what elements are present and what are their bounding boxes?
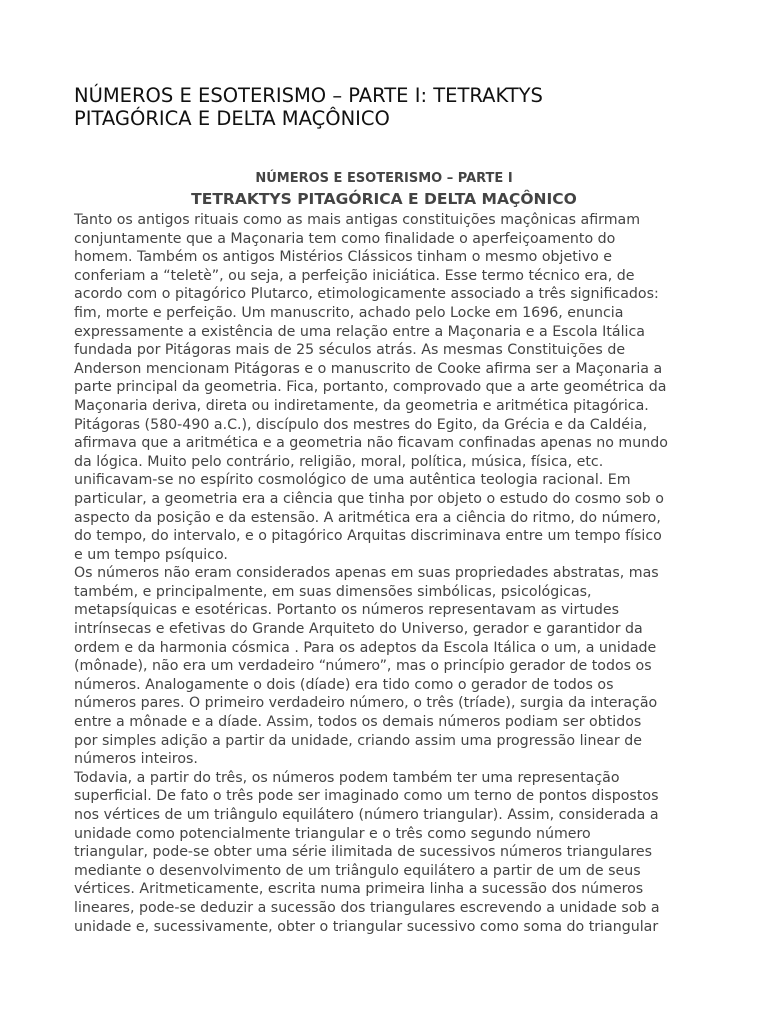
- text-line: Pitágoras (580-490 a.C.), discípulo dos mestres do Egito, da Grécia e da Caldéia,: [74, 416, 648, 433]
- text-line: particular, a geometria era a ciência que tinha por objeto o estudo do cosmo sob o: [74, 490, 664, 507]
- text-line: expressamente a existência de uma relação entre a Maçonaria e a Escola Itálica: [74, 323, 645, 340]
- text-line: afirmava que a aritmética e a geometria não ficavam confinadas apenas no mundo: [74, 435, 668, 452]
- body-text: [74, 211, 694, 936]
- text-line: acordo com o pitagórico Plutarco, etimologicamente associado a três significados:: [74, 286, 659, 303]
- text-line: intrínsecas e efetivas do Grande Arquiteto do Universo, gerador e garantidor da: [74, 621, 643, 638]
- text-line: entre a mônade e a díade. Assim, todos os demais números podiam ser obtidos: [74, 714, 642, 731]
- text-line: por simples adição a partir da unidade, criando assim uma progressão linear de: [74, 732, 642, 749]
- text-line: conferiam a “teletè”, ou seja, a perfeição iniciática. Esse termo técnico era, de: [74, 267, 635, 284]
- body-paragraph: [74, 769, 694, 936]
- text-line: números inteiros.: [74, 751, 198, 768]
- text-line: unidade como potencialmente triangular e o três como segundo número: [74, 825, 591, 842]
- text-line: lineares, pode-se deduzir a sucessão dos triangulares escrevendo a unidade sob a: [74, 899, 660, 916]
- text-line: ordem e da harmonia cósmica . Para os adeptos da Escola Itálica o um, a unidade: [74, 639, 657, 656]
- text-line: mediante o desenvolvimento de um triângulo equilátero a partir de um de seus: [74, 862, 641, 879]
- document-title: [74, 84, 694, 130]
- section-sub-heading: NÚMEROS E ESOTERISMO – PARTE I: [255, 171, 513, 186]
- text-line: do tempo, do intervalo, e o pitagórico Arquitas discriminava entre um tempo físico: [74, 528, 662, 545]
- text-line: e um tempo psíquico.: [74, 546, 228, 563]
- text-line: triangular, pode-se obter uma série ilimitada de sucessivos números triangulares: [74, 844, 652, 861]
- text-line: conjuntamente que a Maçonaria tem como finalidade o aperfeiçoamento do: [74, 230, 616, 247]
- text-line: fim, morte e perfeição. Um manuscrito, achado pelo Locke em 1696, enuncia: [74, 304, 624, 321]
- document-title-line-1: NÚMEROS E ESOTERISMO – PARTE I: TETRAKTYS: [74, 84, 543, 107]
- text-line: (mônade), não era um verdadeiro “número”, mas o princípio gerador de todos os: [74, 658, 652, 675]
- text-line: metapsíquicas e esotéricas. Portanto os números representavam as virtudes: [74, 602, 620, 619]
- text-line: números. Analogamente o dois (díade) era tido como o gerador de todos os: [74, 676, 614, 693]
- text-line: unificavam-se no espírito cosmológico de uma autêntica teologia racional. Em: [74, 472, 631, 489]
- text-line: números pares. O primeiro verdadeiro número, o três (tríade), surgia da interação: [74, 695, 658, 712]
- document-title-line-2: PITAGÓRICA E DELTA MAÇÔNICO: [74, 107, 390, 130]
- text-line: Todavia, a partir do três, os números podem também ter uma representação: [74, 769, 620, 786]
- text-line: também, e principalmente, em suas dimensões simbólicas, psicológicas,: [74, 583, 592, 600]
- text-line: superficial. De fato o três pode ser imaginado como um terno de pontos dispostos: [74, 788, 659, 805]
- text-line: homem. Também os antigos Mistérios Clássicos tinham o mesmo objetivo e: [74, 249, 613, 266]
- text-line: Os números não eram considerados apenas em suas propriedades abstratas, mas: [74, 565, 659, 582]
- text-line: fundada por Pitágoras mais de 25 séculos atrás. As mesmas Constituições de: [74, 342, 626, 359]
- text-line: nos vértices de um triângulo equilátero (número triangular). Assim, considerada a: [74, 807, 659, 823]
- text-line: aspecto da posição e da estensão. A aritmética era a ciência do ritmo, do número,: [74, 509, 661, 526]
- section-main-heading: TETRAKTYS PITAGÓRICA E DELTA MAÇÔNICO: [191, 190, 577, 208]
- body-paragraph: [74, 564, 694, 769]
- text-line: Anderson mencionam Pitágoras e o manuscrito de Cooke afirma ser a Maçonaria a: [74, 360, 663, 377]
- text-line: unidade e, sucessivamente, obter o triangular sucessivo como soma do triangular: [74, 918, 659, 935]
- body-paragraph: [74, 211, 694, 564]
- text-line: da lógica. Muito pelo contrário, religião, moral, política, música, física, etc.: [74, 453, 604, 470]
- text-line: Maçonaria deriva, direta ou indiretamente, da geometria e aritmética pitagórica.: [74, 397, 649, 414]
- text-line: Tanto os antigos rituais como as mais antigas constituições maçônicas afirmam: [74, 212, 641, 228]
- text-line: vértices. Aritmeticamente, escrita numa primeira linha a sucessão dos números: [74, 881, 644, 898]
- text-line: parte principal da geometria. Fica, portanto, comprovado que a arte geométrica da: [74, 379, 667, 396]
